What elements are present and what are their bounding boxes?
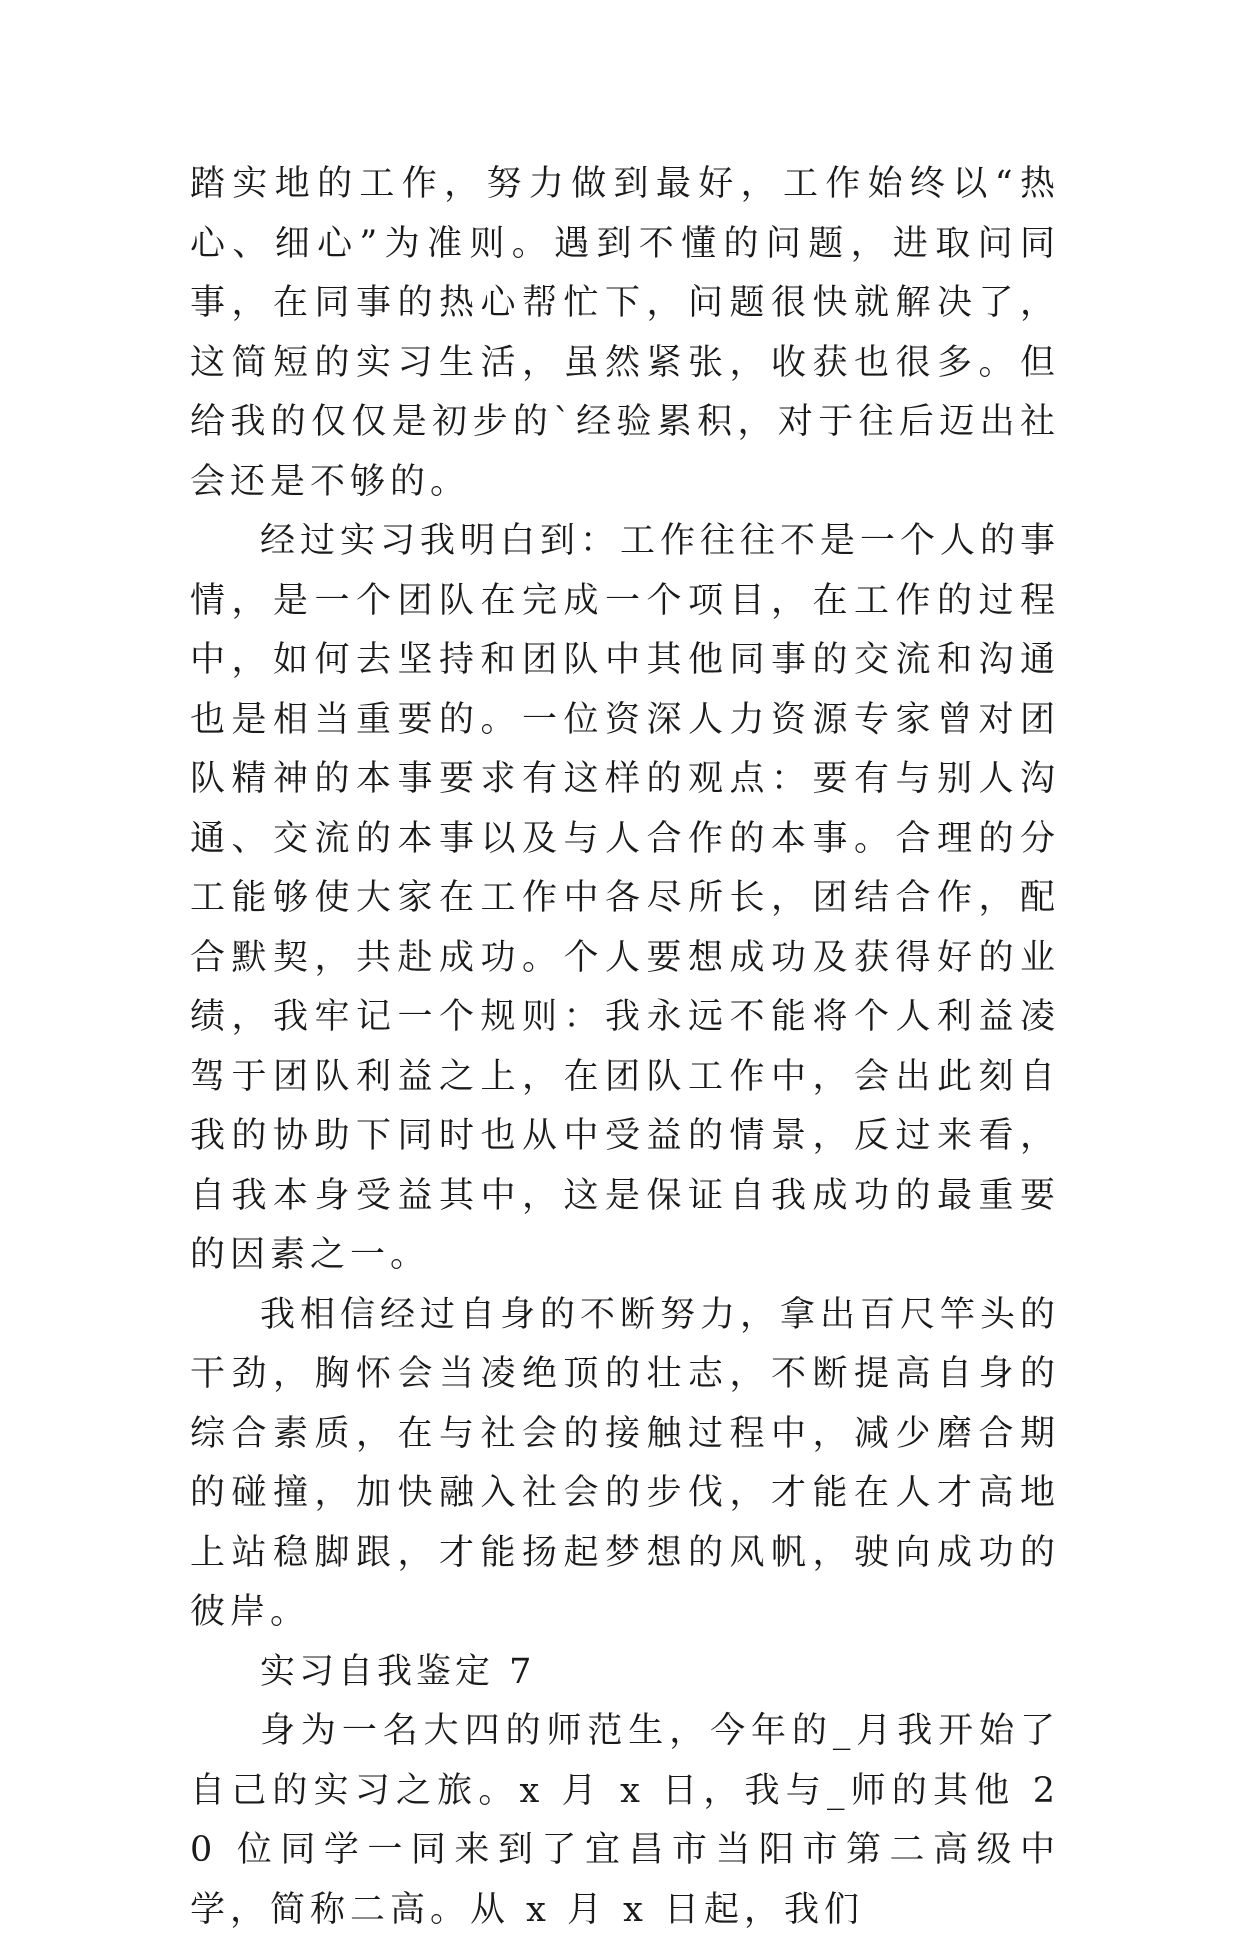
document-body [190,155,1060,1940]
paragraph-conclusion: 我相信经过自身的不断努力，拿出百尺竿头的干劲，胸怀会当凌绝顶的壮志，不断提高自身的综合素质，在与社会的接触过程中，减少磨合期的碰撞，加快融入社会的步伐，才能在人才高地上站稳脚跟，才能扬起梦想的风帆，驶向成功的彼岸。 [190,1294,1061,1632]
section-heading: 实习自我鉴定 7 [260,1651,536,1692]
paragraph-section-intro: 身为一名大四的师范生，今年的_月我开始了自己的实习之旅。x 月 x 日，我与_师的其他 20 位同学一同来到了宜昌市当阳市第二高级中学，简称二高。从 x 月 x 日起，我们 [190,1711,1060,1930]
paragraph-teamwork: 经过实习我明白到：工作往往不是一个人的事情，是一个团队在完成一个项目，在工作的过程中，如何去坚持和团队中其他同事的交流和沟通也是相当重要的。一位资深人力资源专家曾对团队精神的本事要求有这样的观点：要有与别人沟通、交流的本事以及与人合作的本事。合理的分工能够使大家在工作中各尽所长，团结合作，配合默契，共赴成功。个人要想成功及获得好的业绩，我牢记一个规则：我永远不能将个人利益凌驾于团队利益之上，在团队工作中，会出此刻自我的协助下同时也从中受益的情景，反过来看，自我本身受益其中，这是保证自我成功的最重要的因素之一。 [190,521,1061,1275]
paragraph-continuation: 踏实地的工作，努力做到最好，工作始终以“热心、细心”为准则。遇到不懂的问题，进取问同事，在同事的热心帮忙下，问题很快就解决了，这简短的实习生活，虽然紧张，收获也很多。但给我的仅仅是初步的`经验累积，对于往后迈出社会还是不够的。 [190,164,1060,502]
